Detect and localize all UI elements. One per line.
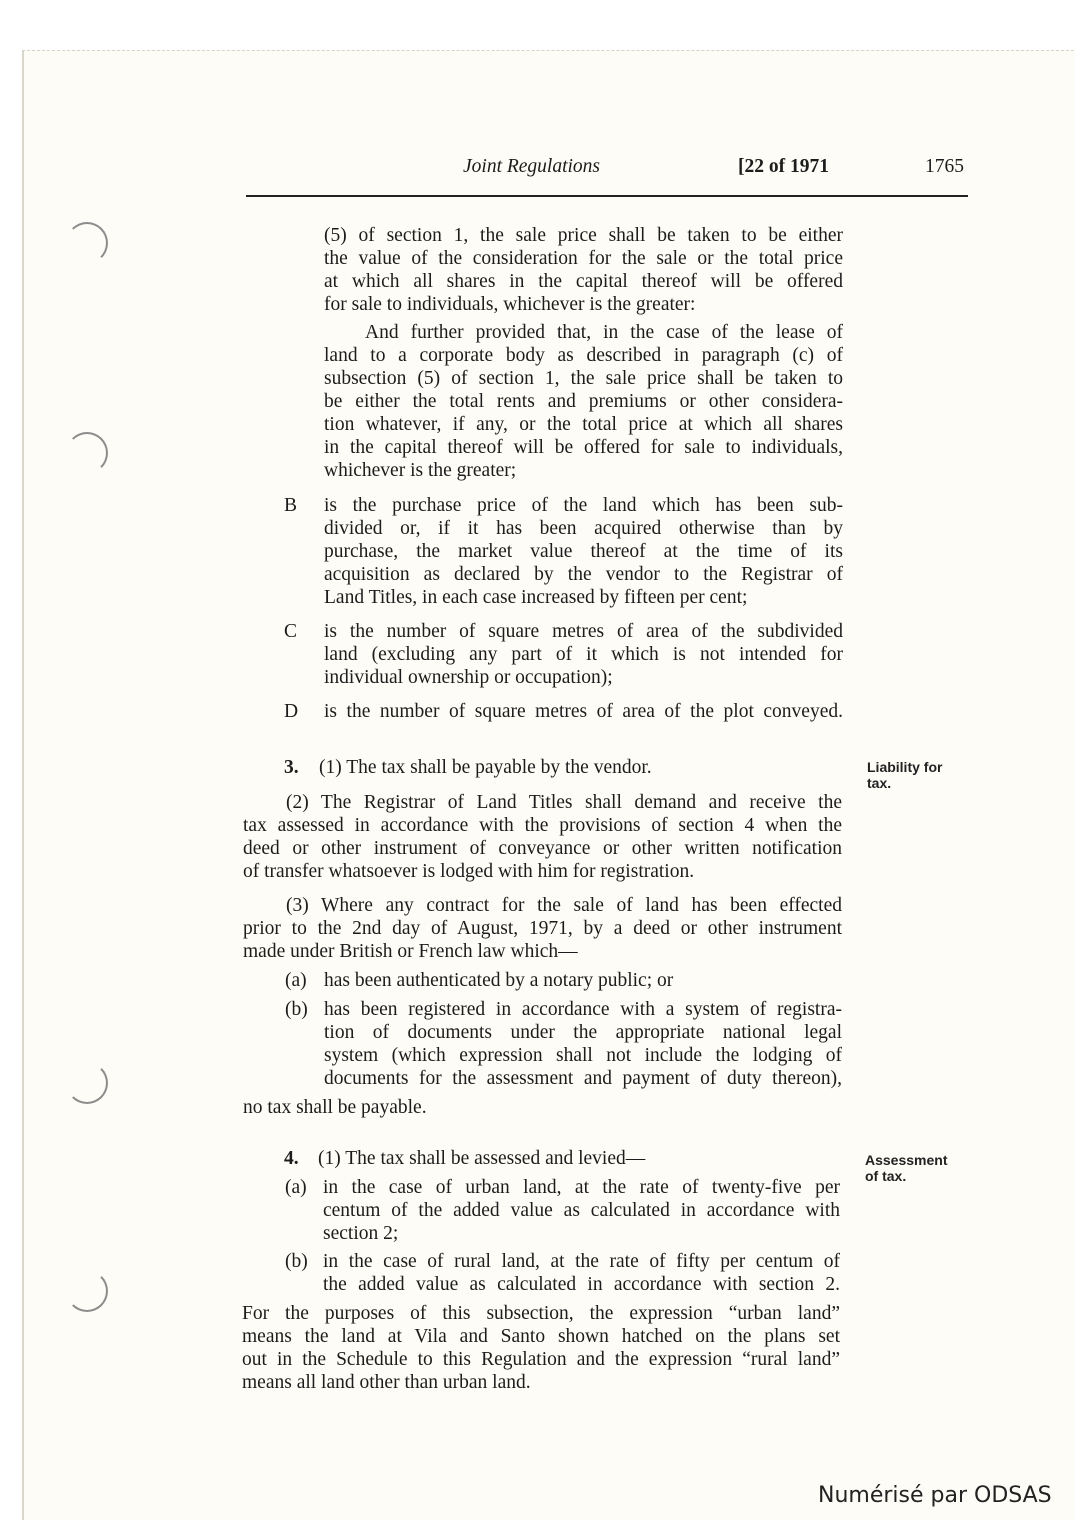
- text-line: Land Titles, in each case increased by fifteen per cent;: [324, 587, 748, 608]
- text-line: land to a corporate body as described in paragraph (c) of: [324, 345, 843, 366]
- margin-note: tax.: [867, 775, 892, 791]
- item-label: (a): [285, 970, 307, 991]
- text-line: (2) The Registrar of Land Titles shall demand and receive the: [286, 792, 842, 813]
- text-line: at which all shares in the capital thereof will be offered: [324, 271, 843, 292]
- text-line: individual ownership or occupation);: [324, 667, 613, 688]
- text-line: divided or, if it has been acquired otherwise than by: [324, 518, 843, 539]
- header-rule: [246, 195, 968, 197]
- text-line: tion whatever, if any, or the total price at which all shares: [324, 414, 843, 435]
- text-line: in the capital thereof will be offered for sale to individuals,: [324, 437, 843, 458]
- text-line: in the case of urban land, at the rate of twenty-five per: [323, 1177, 840, 1198]
- margin-note: of tax.: [865, 1168, 907, 1184]
- text-line: (1) The tax shall be payable by the vendor.: [319, 757, 652, 778]
- text-line: (5) of section 1, the sale price shall be taken to be either: [324, 225, 843, 246]
- text-line: tion of documents under the appropriate national legal: [324, 1022, 842, 1043]
- text-line: out in the Schedule to this Regulation and the expression “rural land”: [242, 1349, 840, 1370]
- text-line: no tax shall be payable.: [243, 1097, 427, 1118]
- text-line: be either the total rents and premiums or other considera-: [324, 391, 843, 412]
- margin-note: Assessment: [865, 1152, 948, 1168]
- text-line: has been registered in accordance with a system of registra-: [324, 999, 842, 1020]
- punch-hole: [66, 432, 108, 474]
- text-line: in the case of rural land, at the rate of fifty per centum of: [323, 1251, 840, 1272]
- text-line: means all land other than urban land.: [242, 1372, 531, 1393]
- text-line: of transfer whatsoever is lodged with him for registration.: [243, 861, 695, 882]
- section-number: 3.: [284, 757, 299, 778]
- item-label: (a): [285, 1177, 307, 1198]
- section-number: 4.: [284, 1148, 299, 1169]
- digitization-credit: Numérisé par ODSAS: [818, 1483, 1052, 1508]
- text-line: deed or other instrument of conveyance or other written notification: [243, 838, 842, 859]
- definition-letter: C: [284, 621, 298, 642]
- text-line: whichever is the greater;: [324, 460, 517, 481]
- text-line: (3) Where any contract for the sale of land has been effected: [286, 895, 842, 916]
- text-line: And further provided that, in the case of the lease of: [365, 322, 843, 343]
- margin-note: Liability for: [867, 759, 943, 775]
- text-line: section 2;: [323, 1223, 399, 1244]
- text-line: is the number of square metres of area of the subdivided: [324, 621, 843, 642]
- text-line: made under British or French law which—: [243, 941, 578, 962]
- text-line: system (which expression shall not include the lodging of: [324, 1045, 842, 1066]
- text-line: land (excluding any part of it which is not intended for: [324, 644, 843, 665]
- definition-letter: D: [284, 701, 299, 722]
- text-line: purchase, the market value thereof at the time of its: [324, 541, 843, 562]
- text-line: acquisition as declared by the vendor to the Registrar of: [324, 564, 843, 585]
- text-line: for sale to individuals, whichever is the greater:: [324, 294, 696, 315]
- definition-letter: B: [284, 495, 298, 516]
- text-line: prior to the 2nd day of August, 1971, by a deed or other instrument: [243, 918, 842, 939]
- punch-hole: [66, 1270, 108, 1312]
- page-number: 1765: [925, 156, 964, 177]
- text-line: is the number of square metres of area of the plot conveyed.: [324, 701, 843, 722]
- punch-hole: [66, 1062, 108, 1104]
- text-line: has been authenticated by a notary public; or: [324, 970, 674, 991]
- text-line: subsection (5) of section 1, the sale price shall be taken to: [324, 368, 843, 389]
- text-line: the added value as calculated in accordance with section 2.: [323, 1274, 840, 1295]
- text-line: is the purchase price of the land which has been sub-: [324, 495, 843, 516]
- running-head-act: [22 of 1971: [738, 156, 829, 177]
- text-line: documents for the assessment and payment of duty thereon),: [324, 1068, 842, 1089]
- item-label: (b): [285, 999, 308, 1020]
- running-head-title: Joint Regulations: [463, 156, 601, 177]
- text-line: the value of the consideration for the sale or the total price: [324, 248, 843, 269]
- text-line: means the land at Vila and Santo shown hatched on the plans set: [242, 1326, 840, 1347]
- text-line: (1) The tax shall be assessed and levied—: [318, 1148, 646, 1169]
- punch-hole: [66, 222, 108, 264]
- text-line: tax assessed in accordance with the provisions of section 4 when the: [243, 815, 842, 836]
- text-line: For the purposes of this subsection, the expression “urban land”: [242, 1303, 840, 1324]
- item-label: (b): [285, 1251, 308, 1272]
- text-line: centum of the added value as calculated in accordance with: [323, 1200, 840, 1221]
